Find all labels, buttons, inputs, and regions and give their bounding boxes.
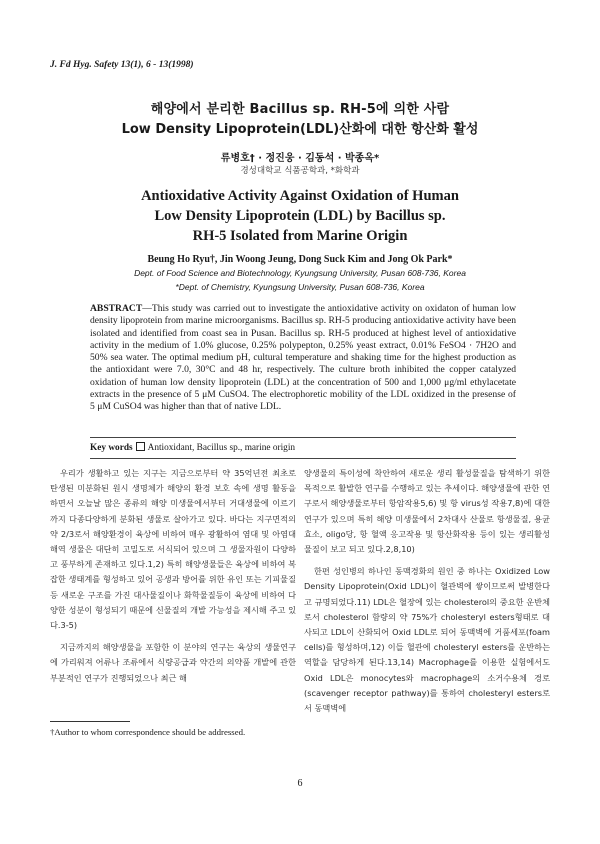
body-right-paragraph: 한편 성인병의 하나인 동맥경화의 원인 중 하나는 Oxidized Low Density Lipoprotein(Oxid LDL)이 혈관벽에 쌓이므로써 발병한다고 규명되었다.11) LDL은 혈장에 있는 cholesterol의 중요한 운반체로서 cholesterol 함량의 약 75%가 cholesteryl esters형태로 대사되고 LDL이 산화되어 Oxid LDL로 되어 동맥벽에 거품세포(foam cells)를 형성하며,12) 이들 혈관에 cholesteryl esters를 운반하는 역할을 담당하게 된다.13,14) Macrophage를 이용한 실험에서도 Oxid LDL은 monocytes와 macrophage의 소거수용체 경로(scavenger receptor pathway)를 통하여 cholesteryl esters로서 동맥벽에 (304, 566, 550, 714)
english-title-line1: Antioxidative Activity Against Oxidation of Human (141, 188, 459, 204)
keywords-box-icon (136, 442, 145, 451)
korean-authors: 류병호† · 정진웅 · 김동석 · 박종옥* (220, 153, 380, 164)
body-column-right (304, 466, 550, 716)
keywords-label: Key words (90, 443, 133, 453)
abstract-label: ABSTRACT (90, 303, 143, 314)
page-number: 6 (297, 778, 303, 789)
body-left-paragraph: 지금까지의 해양생물을 포함한 이 분야의 연구는 육상의 생물연구에 가리워져 어류나 조류에서 식량공급과 약간의 의약품 개발에 관한 부분적인 연구가 진행되었으나 최근 해 (50, 642, 296, 683)
english-affiliation-1: Dept. of Food Science and Biotechnology, Kyungsung University, Pusan 608-736, Korea (134, 268, 466, 278)
body-right-paragraph: 양생물의 특이성에 착안하여 새로운 생리 활성물질을 탐색하기 위한 목적으로 활발한 연구를 수행하고 있는 추세이다. 해양생물에 관한 연구로서 해양생물로부터 항암작용5,6) 및 항 virus성 작용7,8)에 대한 연구가 있으며 특히 해양 미생물에서 2차대사 산물로 항생물질, 용균효소, oligo당, 항 혈액 응고작용 및 항산화작용 등이 있는 생리활성물질이 보고 되고 있다.2,8,10) (304, 468, 550, 555)
english-title-line3: RH-5 Isolated from Marine Origin (192, 228, 408, 244)
body-column-left (50, 466, 296, 686)
keywords-top-rule (90, 437, 516, 438)
body-left-paragraph: 우리가 생활하고 있는 지구는 지금으로부터 약 35억년전 최초로 탄생된 미분화된 원시 생명체가 해양의 환경 보호 속에 생명 활동을 하면서 오늘날 많은 종류의 해양 미생물에서부터 거대생물에 이르기까지 다종다양하게 분화된 생물로 살아가고 있다. 바다는 지구면적의 약 2/3로서 해양환경이 육상에 비하여 매우 광활하여 염대 및 아염대 해역 생물은 대단히 고밀도로 서식되어 있으며 그 생물자원이 다양하고 풍부하게 존재하고 있다.1,2) 특히 해양생물들은 육상에 비하여 복잡한 생태계를 형성하고 있어 공생과 방어를 위한 유인 또는 기피물질등 새로운 구조를 가진 대사물질이나 화학물질등이 육상에 비하여 다양한 성분이 형성되기 때문에 신물질의 개발 가능성을 제시해 주고 있다.3-5) (50, 468, 296, 631)
abstract-text: This study was carried out to investigate the antioxidative activity on oxidaton of human low density lipoprotein from marine microorganisms. Bacillus sp. RH-5 producing antioxidative activity have been isolated and identified from coast sea in Pusan. Bacillus sp. RH-5 produced at highest level of antioxidative activity in the medium of 1.0% glucose, 0.25% polypepton, 0.25% yeast extract, 0.01% FeSO4 · 7H2O and 50% sea water. The optimal medium pH, cultural temperature and shaking time for the highest production as the antioxidant were 7.0, 30°C and 48 hr, respectively. The culture broth inhibited the copper catalyzed oxidation of human low density lipoprotein (LDL) at the concentration of 500 and 1,000 μg/ml ethylacetate extracts in the presence of 5 μM CuSO4. The electrophoretic mobility of the LDL oxidized in the presense of 5 μM CuSO4 was higher than that of native LDL. (90, 303, 516, 413)
korean-title-line2: Low Density Lipoprotein(LDL)산화에 대한 항산화 활성 (121, 122, 479, 137)
keywords-text: Antioxidant, Bacillus sp., marine origin (147, 443, 296, 453)
abstract: ABSTRACT—This study was carried out to investigate the antioxidative activity on oxidaton of human low density lipoprotein from marine microorganisms. Bacillus sp. RH-5 producing antioxidative activity have been isolated and identified from coast sea in Pusan. Bacillus sp. RH-5 produced at highest level of antioxidative activity in the medium of 1.0% glucose, 0.25% polypepton, 0.25% yeast extract, 0.01% FeSO4 · 7H2O and 50% sea water. The optimal medium pH, cultural temperature and shaking time for the highest production as the antioxidant were 7.0, 30°C and 48 hr, respectively. The culture broth inhibited the copper catalyzed oxidation of human low density lipoprotein (LDL) at the concentration of 500 and 1,000 μg/ml ethylacetate extracts in the presence of 5 μM CuSO4. The electrophoretic mobility of the LDL oxidized in the presense of 5 μM CuSO4 was higher than that of native LDL. (90, 303, 516, 413)
keywords (90, 442, 295, 453)
korean-title-line1: 해양에서 분리한 Bacillus sp. RH-5에 의한 사람 (150, 102, 450, 117)
footnote-rule (50, 721, 130, 722)
korean-affiliation: 경성대학교 식품공학과, *화학과 (240, 166, 360, 176)
english-authors: Beung Ho Ryu†, Jin Woong Jeung, Dong Suck Kim and Jong Ok Park* (147, 254, 453, 265)
journal-citation: J. Fd Hyg. Safety 13(1), 6 - 13(1998) (50, 60, 194, 70)
english-title-line2: Low Density Lipoprotein (LDL) by Bacillus sp. (154, 208, 446, 224)
english-affiliation-2: *Dept. of Chemistry, Kyungsung University, Pusan 608-736, Korea (175, 282, 425, 292)
keywords-bottom-rule (90, 458, 516, 459)
footnote: †Author to whom correspondence should be addressed. (50, 727, 246, 737)
